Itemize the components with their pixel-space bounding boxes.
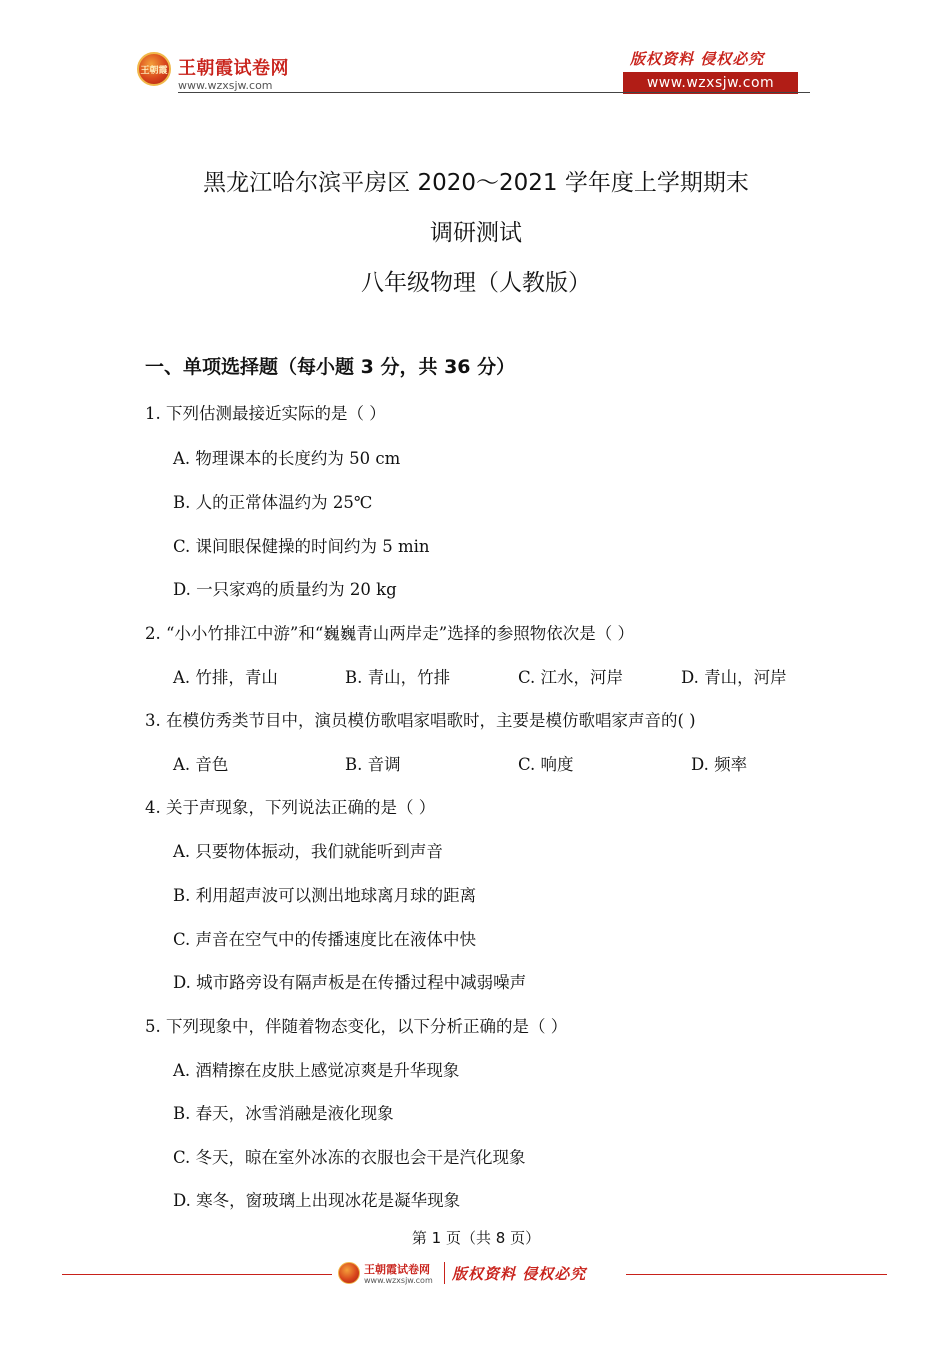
footer-site-name: 王朝霞试卷网 [364,1263,430,1276]
footer-separator [444,1262,445,1284]
copyright-notice: 版权资料 侵权必究 [630,50,765,68]
footer-site-url: www.wzxsjw.com [364,1276,433,1285]
footer-copyright: 版权资料 侵权必究 [452,1265,587,1283]
option: D. 城市路旁设有隔声板是在传播过程中减弱噪声 [173,973,527,992]
url-banner: www.wzxsjw.com [623,72,798,94]
question-stem: 4. 关于声现象，下列说法正确的是（ ） [145,798,436,817]
exam-grade-subject: 八年级物理（人教版） [361,270,591,296]
option: C. 课间眼保健操的时间约为 5 min [173,537,430,556]
header-divider [178,92,810,93]
footer-line-left [62,1274,332,1275]
option: D. 一只家鸡的质量约为 20 kg [173,580,397,599]
option: B. 利用超声波可以测出地球离月球的距离 [173,886,477,905]
option: A. 竹排，青山 [173,668,278,687]
exam-title: 黑龙江哈尔滨平房区 2020～2021 学年度上学期期末 [203,170,749,196]
site-name: 王朝霞试卷网 [178,58,289,79]
section-heading: 一、单项选择题（每小题 3 分，共 36 分） [145,356,516,378]
option: B. 春天，冰雪消融是液化现象 [173,1104,394,1123]
option: B. 音调 [345,755,401,774]
logo-icon: 王朝霞 [137,52,171,86]
option: A. 只要物体振动，我们就能听到声音 [173,842,443,861]
option: C. 声音在空气中的传播速度比在液体中快 [173,930,477,949]
option: C. 江水，河岸 [518,668,624,687]
question-stem: 1. 下列估测最接近实际的是（ ） [145,404,386,423]
footer-logo-icon [338,1262,360,1284]
site-url: www.wzxsjw.com [178,79,273,92]
option: A. 酒精擦在皮肤上感觉凉爽是升华现象 [173,1061,460,1080]
question-stem: 3. 在模仿秀类节目中，演员模仿歌唱家唱歌时，主要是模仿歌唱家声音的( ) [145,711,696,730]
option: B. 人的正常体温约为 25℃ [173,493,373,512]
exam-subtitle: 调研测试 [430,220,522,246]
option: C. 响度 [518,755,574,774]
option: D. 青山，河岸 [681,668,787,687]
option: A. 物理课本的长度约为 50 cm [173,449,401,468]
question-stem: 2. “小小竹排江中游”和“巍巍青山两岸走”选择的参照物依次是（ ） [145,624,634,643]
option: B. 青山，竹排 [345,668,451,687]
option: C. 冬天，晾在室外冰冻的衣服也会干是汽化现象 [173,1148,526,1167]
option: D. 频率 [691,755,748,774]
option: A. 音色 [173,755,229,774]
page-number: 第 1 页（共 8 页） [411,1229,541,1247]
question-stem: 5. 下列现象中，伴随着物态变化，以下分析正确的是（ ） [145,1017,568,1036]
option: D. 寒冬，窗玻璃上出现冰花是凝华现象 [173,1191,461,1210]
footer-line-right [626,1274,887,1275]
